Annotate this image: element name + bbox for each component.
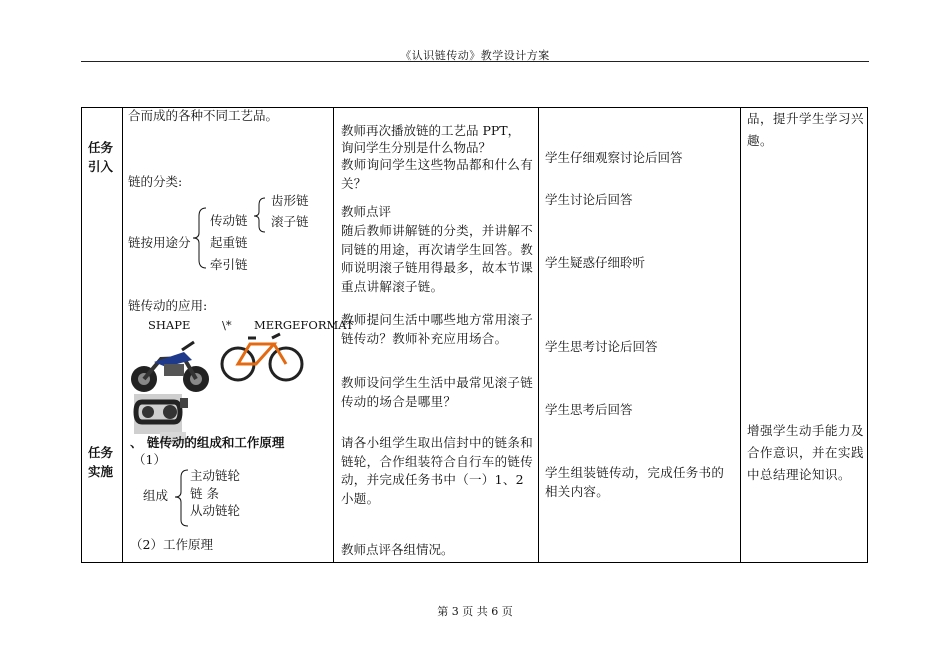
teacher-para-2: 教师询问学生这些物品都和什么有关？	[341, 157, 534, 191]
classification-title: 链的分类:	[128, 174, 183, 189]
field-code-star: \*	[222, 318, 232, 332]
roller-chain-label: 滚子链	[271, 214, 309, 229]
application-title: 链传动的应用:	[128, 298, 208, 313]
traction-chain-label: 牵引链	[210, 257, 248, 272]
item-1-label: （1）	[133, 452, 166, 467]
item-2-label: （2）工作原理	[130, 537, 213, 552]
teacher-para-4: 随后教师讲解链的分类，并讲解不同链的用途，再次请学生回答。教师说明滚子链用得最多，故本节课重点讲解滚子链。	[341, 223, 534, 294]
row-label-implementation: 任务 实施	[88, 445, 114, 479]
teacher-para-5: 教师提问生活中哪些地方常用滚子链传动？教师补充应用场合。	[341, 312, 534, 346]
student-activity-3: 学生疑惑仔细聆听	[545, 255, 646, 270]
teacher-para-1: 教师再次播放链的工艺品 PPT， 询问学生分别是什么物品？	[341, 123, 521, 155]
column-divider-1	[122, 107, 123, 563]
row-label-intro: 任务 引入	[88, 140, 114, 174]
column-divider-3	[538, 107, 539, 563]
teacher-para-6: 教师设问学生生活中最常见滚子链传动的场合是哪里？	[341, 375, 534, 409]
design-intent-1: 品，提升学生学习兴趣。	[747, 111, 865, 148]
drive-chain-label: 传动链	[210, 213, 248, 228]
field-code-merge: MERGEFORMAT	[254, 318, 354, 332]
student-activity-2: 学生讨论后回答	[545, 192, 633, 207]
student-activity-5: 学生思考后回答	[545, 402, 633, 417]
driven-sprocket-label: 从动链轮	[190, 503, 241, 518]
motorcycle-image	[126, 334, 212, 394]
classification-braces	[190, 198, 270, 278]
chain-label: 链 条	[190, 486, 219, 501]
column-divider-2	[333, 107, 334, 563]
document-header-title: 《认识链传动》教学设计方案	[400, 49, 550, 62]
teacher-para-8: 教师点评各组情况。	[341, 542, 454, 557]
lift-chain-label: 起重链	[210, 235, 248, 250]
bicycle-image	[220, 328, 304, 384]
teacher-para-7: 请各小组学生取出信封中的链条和链轮，合作组装符合自行车的链传动，并完成任务书中（一）1、2小题。	[341, 435, 534, 506]
tooth-chain-label: 齿形链	[271, 193, 309, 208]
student-activity-4: 学生思考讨论后回答	[545, 339, 658, 354]
column-divider-4	[740, 107, 741, 563]
student-activity-1: 学生仔细观察讨论后回答	[545, 150, 683, 165]
design-intent-2: 增强学生动手能力及合作意识，并在实践中总结理论知识。	[747, 423, 865, 482]
composition-brace	[172, 468, 192, 528]
field-code-shape: SHAPE	[148, 318, 191, 332]
header-rule	[81, 61, 869, 62]
page-number-footer: 第 3 页 共 6 页	[437, 605, 513, 618]
composition-label: 组成	[143, 488, 169, 503]
by-use-label: 链按用途分	[128, 235, 191, 250]
student-activity-6: 学生组装链传动，完成任务书的相关内容。	[545, 465, 725, 499]
driving-sprocket-label: 主动链轮	[190, 468, 241, 483]
content-line-crafts: 合而成的各种不同工艺品。	[128, 108, 279, 123]
composition-principle-heading: 、 链传动的组成和工作原理	[130, 435, 285, 450]
teacher-para-3: 教师点评	[341, 204, 392, 219]
